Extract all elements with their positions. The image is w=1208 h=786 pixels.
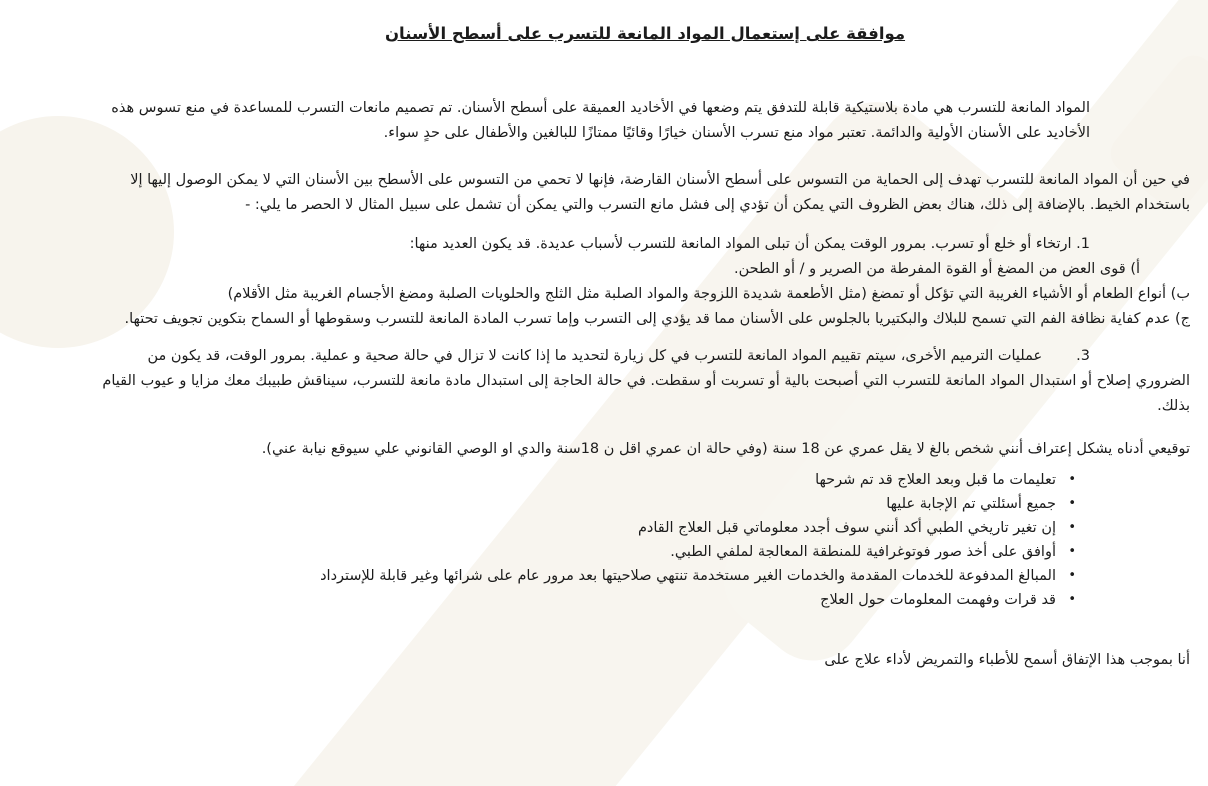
bullet-item-instructions: • تعليمات ما قبل وبعد العلاج قد تم شرحها [100,468,1078,492]
bullet-item-questions: • جميع أسئلتي تم الإجابة عليها [100,492,1078,516]
caveat-paragraph: في حين أن المواد المانعة للتسرب تهدف إلى الحماية من التسوس على أسطح الأسنان القارضة، فإنها لا تحمي من التسوس على الأسطح بين الأسنان التي لا يمكن الوصول إليها إلا باستخدام الخيط. بالإضافة إلى ذلك، هناك بعض الظروف التي يمكن أن تؤدي إلى فشل مانع التسرب والتي يمكن أن تشمل على سبيل المثال لا الحصر ما يلي: - [130,172,1190,213]
item-3-text: عمليات الترميم الأخرى، سيتم تقييم المواد المانعة للتسرب في كل زيارة لتحديد ما إذا كانت لا تزال في حالة صحية و عملية. بمرور الوقت، قد يكون من الضروري إصلاح أو استبدال المواد المانعة للتسرب التي أصبحت بالية أو تسربت أو سقطت. في حالة الحاجة إلى استبدال مادة مانعة للتسرب، سيناقش طبيبك معك مزايا و عيوب القيام بذلك. [102,348,1190,414]
bullet-item-medical-history: • إن تغير تاريخي الطبي أكد أنني سوف أجدد معلوماتي قبل العلاج القادم [100,516,1078,540]
sub-item-c: ج) عدم كفاية نظافة الفم التي تسمح للبلاك والبكتيريا بالجلوس على الأسنان مما قد يؤدي إلى التسرب وإما تسرب المادة المانعة للتسرب وسقوطها أو السماح بتكوين تجويف تحتها. [124,311,1190,327]
numbered-item-3 [100,344,1190,419]
acknowledgement-bullet-list [100,468,1190,612]
item-1-text: ارتخاء أو خلع أو تسرب. بمرور الوقت يمكن أن تبلى المواد المانعة للتسرب لأسباب عديدة. قد يكون العديد منها: [409,236,1072,252]
sub-item-b: ب) أنواع الطعام أو الأشياء الغريبة التي تؤكل أو تمضغ (مثل الأطعمة شديدة اللزوجة والمواد الصلبة مثل الثلج والحلويات الصلبة ومضغ الأجسام الغريبة مثل الأقلام) [227,286,1190,302]
numbered-item-1 [100,232,1190,257]
closing-paragraph: أنا بموجب هذا الإتفاق أسمح للأطباء والتمريض لأداء علاج على [824,652,1190,668]
intro-paragraph: المواد المانعة للتسرب هي مادة بلاستيكية قابلة للتدفق يتم وضعها في الأخاديد العميقة على أسطح الأسنان. تم تصميم مانعات التسرب للمساعدة في منع تسوس هذه الأخاديد على الأسنان الأولية والدائمة. تعتبر مواد منع تسرب الأسنان خيارًا وقائيًا ممتازًا للبالغين والأطفال على حدٍ سواء. [111,100,1090,141]
consent-statement: توقيعي أدناه يشكل إعتراف أنني شخص بالغ لا يقل عمري عن 18 سنة (وفي حالة ان عمري اقل ن 18سنة والدي او الوصي القانوني علي سيوقع نيابة عني). [261,441,1190,457]
item-3-number: 3. [1076,348,1090,364]
document-title: موافقة على إستعمال المواد المانعة للتسرب على أسطح الأسنان [384,24,906,43]
bullet-item-payments: • المبالغ المدفوعة للخدمات المقدمة والخدمات الغير مستخدمة تنتهي صلاحيتها بعد مرور عام على شرائها وغير قابلة للإسترداد [100,564,1078,588]
bullet-item-photos: • أوافق على أخذ صور فوتوغرافية للمنطقة المعالجة لملفي الطبي. [100,540,1078,564]
item-1-number: 1. [1076,236,1090,252]
sub-item-a: أ) قوى العض من المضغ أو القوة المفرطة من الصرير و / أو الطحن. [733,261,1140,277]
bullet-item-read-understood: • قد قرات وفهمت المعلومات حول العلاج [100,588,1078,612]
document-content [0,20,1208,673]
